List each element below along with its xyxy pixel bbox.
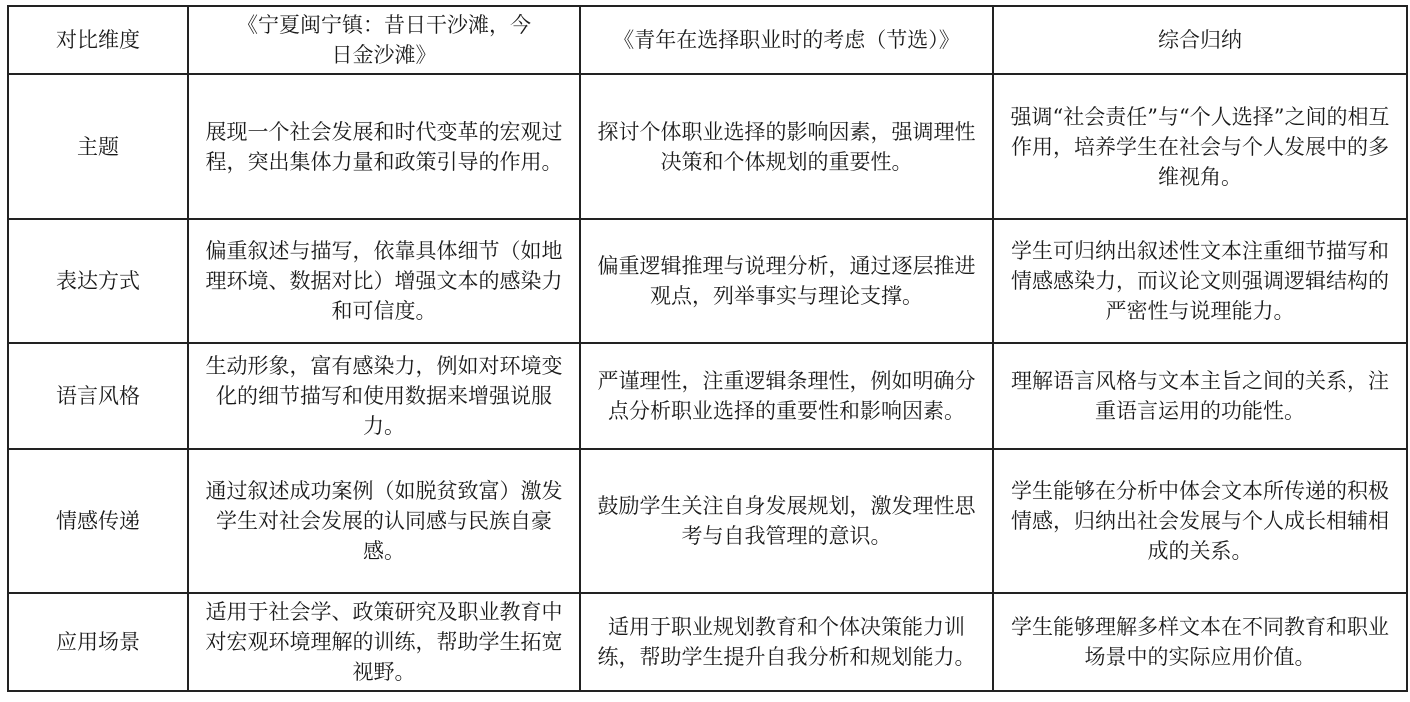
row-text-b: 适用于职业规划教育和个体决策能力训练，帮助学生提升自我分析和规划能力。	[580, 593, 993, 691]
row-text-b: 偏重逻辑推理与说理分析，通过逐层推进观点，列举事实与理论支撑。	[580, 219, 993, 343]
row-summary: 强调“社会责任”与“个人选择”之间的相互作用，培养学生在社会与个人发展中的多维视角。	[993, 74, 1407, 219]
row-dimension: 语言风格	[8, 343, 188, 449]
row-text-a: 适用于社会学、政策研究及职业教育中对宏观环境理解的训练，帮助学生拓宽视野。	[188, 593, 580, 691]
table-row	[8, 74, 1407, 219]
row-summary: 理解语言风格与文本主旨之间的关系，注重语言运用的功能性。	[993, 343, 1407, 449]
row-dimension: 情感传递	[8, 449, 188, 593]
row-text-a: 生动形象，富有感染力，例如对环境变化的细节描写和使用数据来增强说服力。	[188, 343, 580, 449]
header-text-b: 《青年在选择职业时的考虑（节选）》	[580, 6, 993, 74]
table-row	[8, 593, 1407, 691]
row-text-a: 偏重叙述与描写，依靠具体细节（如地理环境、数据对比）增强文本的感染力和可信度。	[188, 219, 580, 343]
row-summary: 学生能够理解多样文本在不同教育和职业场景中的实际应用价值。	[993, 593, 1407, 691]
comparison-table	[7, 5, 1408, 692]
row-summary: 学生可归纳出叙述性文本注重细节描写和情感感染力，而议论文则强调逻辑结构的严密性与说理能力。	[993, 219, 1407, 343]
row-dimension: 应用场景	[8, 593, 188, 691]
table-row	[8, 449, 1407, 593]
row-text-b: 探讨个体职业选择的影响因素，强调理性决策和个体规划的重要性。	[580, 74, 993, 219]
row-text-a: 展现一个社会发展和时代变革的宏观过程，突出集体力量和政策引导的作用。	[188, 74, 580, 219]
row-text-b: 鼓励学生关注自身发展规划，激发理性思考与自我管理的意识。	[580, 449, 993, 593]
row-summary: 学生能够在分析中体会文本所传递的积极情感，归纳出社会发展与个人成长相辅相成的关系。	[993, 449, 1407, 593]
row-dimension: 主题	[8, 74, 188, 219]
row-text-a: 通过叙述成功案例（如脱贫致富）激发学生对社会发展的认同感与民族自豪感。	[188, 449, 580, 593]
comparison-table-wrapper	[7, 5, 1408, 692]
table-row	[8, 219, 1407, 343]
header-row	[8, 6, 1407, 74]
header-dimension: 对比维度	[8, 6, 188, 74]
row-dimension: 表达方式	[8, 219, 188, 343]
row-text-b: 严谨理性，注重逻辑条理性，例如明确分点分析职业选择的重要性和影响因素。	[580, 343, 993, 449]
header-summary: 综合归纳	[993, 6, 1407, 74]
table-row	[8, 343, 1407, 449]
header-text-a: 《宁夏闽宁镇：昔日干沙滩，今日金沙滩》	[188, 6, 580, 74]
